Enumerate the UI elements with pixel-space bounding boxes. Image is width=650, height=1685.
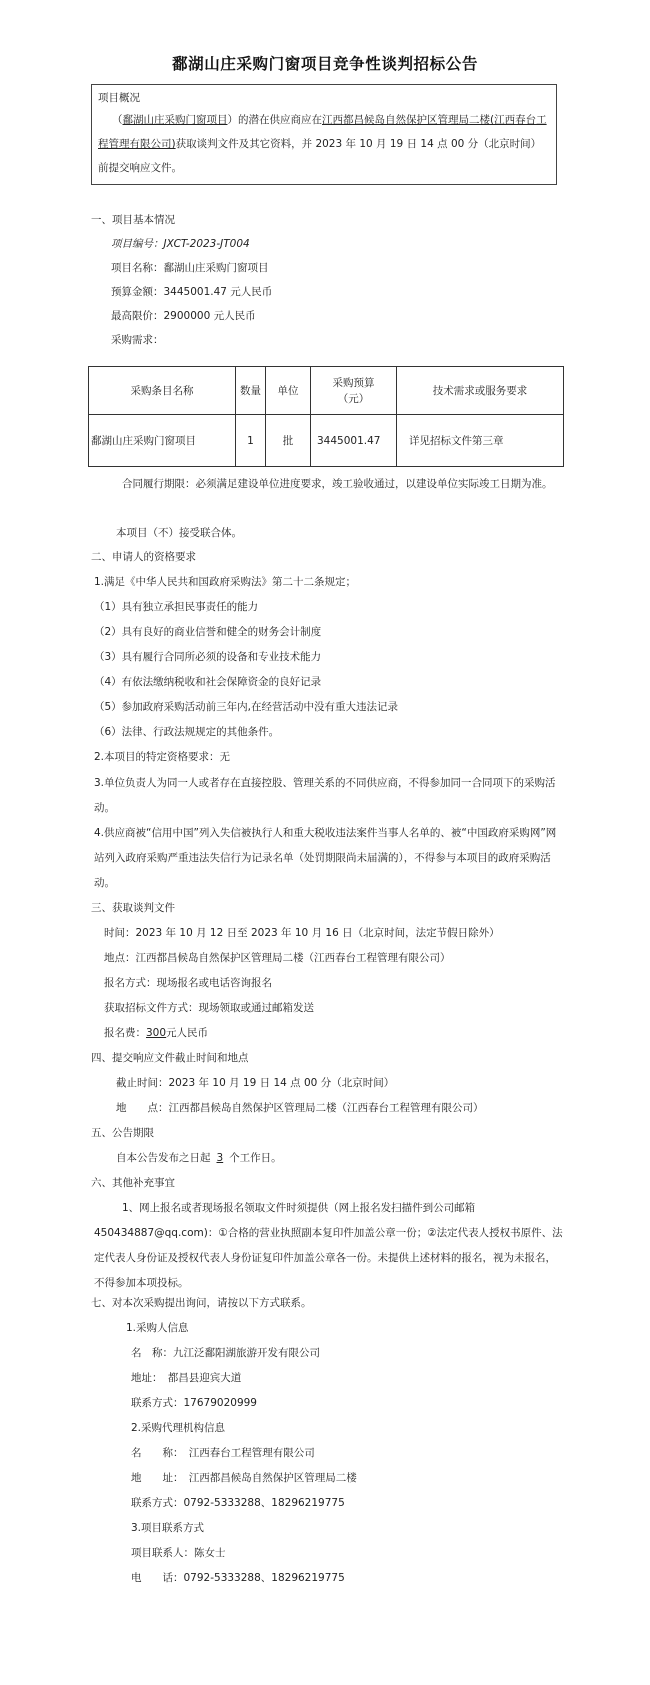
qualification-sub-1: （1）具有独立承担民事责任的能力 [94, 601, 259, 613]
header-quantity: 数量 [236, 367, 266, 415]
agency-name: 名 称： 江西春台工程管理有限公司 [131, 1447, 315, 1459]
submission-deadline: 截止时间：2023 年 10 月 19 日 14 点 00 分（北京时间） [116, 1077, 395, 1089]
overview-part: （ [112, 114, 123, 126]
section-3-heading: 三、获取谈判文件 [91, 902, 175, 914]
acquire-place: 地点：江西都昌候岛自然保护区管理局二楼（江西春台工程管理有限公司） [104, 952, 451, 964]
overview-text [98, 108, 550, 180]
registration-method: 报名方式：现场报名或电话咨询报名 [104, 977, 272, 989]
purchaser-phone: 联系方式：17679020999 [131, 1397, 257, 1409]
period-text-2: 个工作日。 [229, 1152, 282, 1164]
header-unit: 单位 [266, 367, 311, 415]
section-5-heading: 五、公告期限 [91, 1127, 154, 1139]
section-1-heading: 一、项目基本情况 [91, 214, 175, 226]
header-budget-line2: （元） [337, 392, 370, 405]
acquire-time: 时间：2023 年 10 月 12 日至 2023 年 10 月 16 日（北京时间，法定节假日除外） [104, 927, 500, 939]
fee-value: 300 [146, 1027, 167, 1039]
overview-location: 江西都昌候岛自然保护区管理局二楼(江西春台工程管理有限公司) [98, 114, 547, 150]
overview-project-name: 鄱湖山庄采购门窗项目 [122, 114, 228, 126]
submission-place [116, 1100, 484, 1116]
document-acquire-method: 获取招标文件方式：现场领取或通过邮箱发送 [104, 1002, 314, 1014]
table-row [89, 415, 564, 467]
cell-tech-requirements: 详见招标文件第三章 [397, 415, 564, 467]
max-price: 最高限价：2900000 元人民币 [111, 310, 256, 322]
announcement-period [116, 1150, 282, 1166]
budget-amount: 预算金额：3445001.47 元人民币 [111, 286, 273, 298]
overview-part: 获取谈判文件及其它资料，并 2023 年 10 月 19 日 14 点 00 分（北京时间）前提交响应文件。 [98, 138, 542, 174]
qualification-sub-3: （3）具有履行合同所必须的设备和专业技术能力 [94, 651, 322, 663]
header-budget [311, 367, 397, 415]
cell-item-name: 鄱湖山庄采购门窗项目 [89, 415, 236, 467]
contract-period: 合同履行期限：必须满足建设单位进度要求，竣工验收通过，以建设单位实际竣工日期为准。 [122, 478, 553, 490]
cell-unit: 批 [266, 415, 311, 467]
qualification-item-4: 4.供应商被“信用中国”列入失信被执行人和重大税收违法案件当事人名单的、被“中国政府采购网”网站列入政府采购严重违法失信行为记录名单（处罚期限尚未届满的），不得参与本项目的政府采购活动。 [94, 827, 557, 889]
header-item-name: 采购条目名称 [89, 367, 236, 415]
qualification-item-2: 2.本项目的特定资格要求：无 [94, 751, 231, 763]
section-7-heading: 七、对本次采购提出询问，请按以下方式联系。 [91, 1297, 312, 1309]
purchaser-title: 1.采购人信息 [126, 1322, 189, 1334]
section-6-heading: 六、其他补充事宜 [91, 1177, 175, 1189]
section-2-heading: 二、申请人的资格要求 [91, 551, 196, 563]
contact-person: 项目联系人：陈女士 [131, 1547, 226, 1559]
submission-place-label: 地 点： [116, 1102, 169, 1114]
agency-title: 2.采购代理机构信息 [131, 1422, 226, 1434]
project-number: 项目编号：JXCT-2023-JT004 [111, 238, 250, 250]
project-name: 项目名称：鄱湖山庄采购门窗项目 [111, 262, 269, 274]
purchaser-address: 地址： 都昌县迎宾大道 [131, 1372, 242, 1384]
qualification-item-1: 1.满足《中华人民共和国政府采购法》第二十二条规定； [94, 576, 357, 588]
project-overview-box [91, 84, 557, 185]
cell-quantity: 1 [236, 415, 266, 467]
registration-fee [104, 1025, 208, 1041]
period-text-1: 自本公告发布之日起 [116, 1152, 211, 1164]
contact-phone: 电 话：0792-5333288、18296219775 [131, 1572, 345, 1584]
cell-budget: 3445001.47 [311, 415, 397, 467]
section-4-heading: 四、提交响应文件截止时间和地点 [91, 1052, 249, 1064]
qualification-sub-6: （6）法律、行政法规规定的其他条件。 [94, 726, 280, 738]
header-budget-line1: 采购预算 [332, 376, 375, 389]
fee-unit: 元人民币 [166, 1027, 209, 1039]
requirements-label: 采购需求： [111, 334, 164, 346]
agency-phone: 联系方式：0792-5333288、18296219775 [131, 1497, 345, 1509]
overview-part: ）的潜在供应商应在 [227, 114, 322, 126]
period-days: 3 [216, 1152, 224, 1164]
supplementary-text: 1、网上报名或者现场报名领取文件时须提供（网上报名发扫描件到公司邮箱450434887@qq.com)：①合格的营业执照副本复印件加盖公章一份；②法定代表人授权书原件、法定代表人身份证及授权代表人身份证复印件加盖公章各一份。未提供上述材料的报名，视为未报名，不得参加本项投标。 [94, 1202, 563, 1289]
qualification-sub-5: （5）参加政府采购活动前三年内,在经营活动中没有重大违法记录 [94, 701, 399, 713]
contact-title: 3.项目联系方式 [131, 1522, 205, 1534]
requirements-table [88, 366, 564, 467]
page-title: 鄱湖山庄采购门窗项目竞争性谈判招标公告 [172, 55, 478, 73]
submission-place-value: 江西都昌候岛自然保护区管理局二楼（江西春台工程管理有限公司） [168, 1102, 484, 1114]
header-tech-requirements: 技术需求或服务要求 [397, 367, 564, 415]
overview-label: 项目概况 [98, 92, 140, 104]
consortium-note: 本项目（不）接受联合体。 [116, 527, 242, 539]
purchaser-name: 名 称：九江泛鄱阳湖旅游开发有限公司 [131, 1347, 320, 1359]
fee-label: 报名费： [104, 1027, 146, 1039]
qualification-sub-2: （2）具有良好的商业信誉和健全的财务会计制度 [94, 626, 322, 638]
agency-address: 地 址： 江西都昌候岛自然保护区管理局二楼 [131, 1472, 357, 1484]
qualification-sub-4: （4）有依法缴纳税收和社会保障资金的良好记录 [94, 676, 322, 688]
qualification-item-3: 3.单位负责人为同一人或者存在直接控股、管理关系的不同供应商，不得参加同一合同项下的采购活动。 [94, 777, 556, 814]
